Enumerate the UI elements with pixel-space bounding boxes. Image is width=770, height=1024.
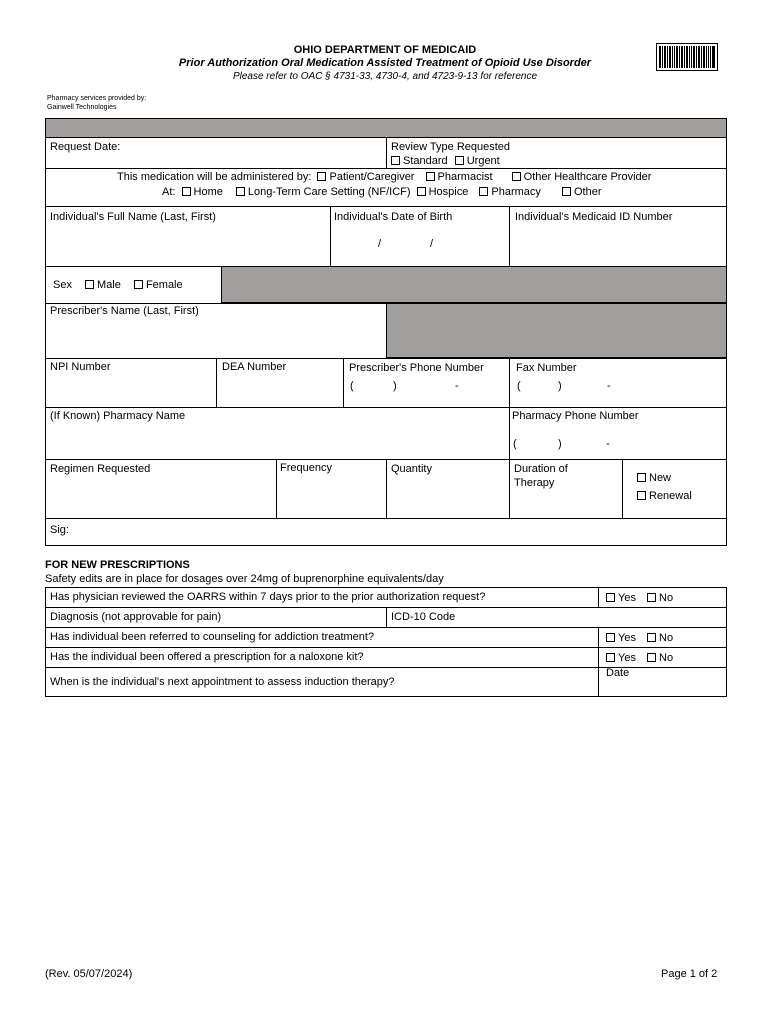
sex-row-shade <box>221 266 727 303</box>
fax-field[interactable] <box>512 376 724 405</box>
fax-label: Fax Number <box>516 362 577 374</box>
naloxone-options: Yes No <box>606 652 673 665</box>
regimen-label: Regimen Requested <box>50 463 151 475</box>
urgent-checkbox[interactable] <box>455 156 464 165</box>
npi-field[interactable] <box>47 376 213 405</box>
medicaid-id-field[interactable] <box>512 226 724 264</box>
location-row: At: Home Long-Term Care Setting (NF/ICF) Hospice Pharmacy Other <box>162 186 602 198</box>
prescriber-name-field[interactable] <box>47 320 383 356</box>
other-location-checkbox[interactable] <box>562 187 571 196</box>
revision-date: (Rev. 05/07/2024) <box>45 968 133 980</box>
prescriber-phone-dash: - <box>455 380 459 392</box>
form-top-bar <box>45 118 727 138</box>
counseling-question: Has individual been referred to counseling for addiction treatment? <box>50 631 375 643</box>
icd10-field[interactable] <box>460 609 724 626</box>
new-rx-heading: FOR NEW PRESCRIPTIONS <box>45 559 190 571</box>
medicaid-id-label: Individual's Medicaid ID Number <box>515 211 673 223</box>
hospice-checkbox[interactable] <box>417 187 426 196</box>
npi-label: NPI Number <box>50 361 111 373</box>
new-checkbox[interactable] <box>637 473 646 482</box>
sex-row: Sex Male Female <box>53 279 183 291</box>
counseling-options: Yes No <box>606 632 673 645</box>
appointment-date-field[interactable] <box>600 681 724 695</box>
pharmacy-name-label: (If Known) Pharmacy Name <box>50 410 186 422</box>
prescriber-row-shade <box>386 303 727 358</box>
request-date-label: Request Date: <box>50 141 121 153</box>
standard-checkbox[interactable] <box>391 156 400 165</box>
dob-label: Individual's Date of Birth <box>334 211 453 223</box>
pharmacist-checkbox[interactable] <box>426 172 435 181</box>
naloxone-question: Has the individual been offered a prescription for a naloxone kit? <box>50 651 364 663</box>
quantity-field[interactable] <box>388 478 506 516</box>
home-checkbox[interactable] <box>182 187 191 196</box>
prescriber-phone-field[interactable] <box>346 376 506 405</box>
counseling-no-checkbox[interactable] <box>647 633 656 642</box>
provider-note: Pharmacy services provided by: Gainwell Technologies <box>47 95 147 111</box>
counseling-yes-checkbox[interactable] <box>606 633 615 642</box>
page-number: Page 1 of 2 <box>661 968 718 980</box>
barcode-icon <box>656 43 718 71</box>
reference-note: Please refer to OAC § 4731-33, 4730-4, and 4723-9-13 for reference <box>232 71 538 82</box>
dea-field[interactable] <box>219 376 340 405</box>
dob-field[interactable] <box>333 226 506 264</box>
quantity-label: Quantity <box>391 463 432 475</box>
pharmacy-checkbox[interactable] <box>479 187 488 196</box>
naloxone-no-checkbox[interactable] <box>647 653 656 662</box>
prescriber-phone-close-paren: ) <box>393 380 397 392</box>
pharmacy-phone-field[interactable] <box>512 425 724 457</box>
date-label: Date <box>606 667 630 679</box>
pharmacy-name-field[interactable] <box>47 425 506 457</box>
duration-label: Duration of Therapy <box>514 463 568 489</box>
naloxone-yes-checkbox[interactable] <box>606 653 615 662</box>
oarrs-question: Has physician reviewed the OARRS within 7 days prior to the prior authorization request? <box>50 591 486 603</box>
appointment-question: When is the individual's next appointment to assess induction therapy? <box>50 676 395 688</box>
administered-by-row: This medication will be administered by: Patient/Caregiver Pharmacist Other Healthcare Provider <box>117 171 652 183</box>
sig-field[interactable] <box>75 520 723 544</box>
patient-caregiver-checkbox[interactable] <box>317 172 326 181</box>
pharmacy-phone-close-paren: ) <box>558 438 562 450</box>
dob-separator-1: / <box>378 238 382 250</box>
sig-label: Sig: <box>50 524 69 536</box>
prescriber-phone-label: Prescriber's Phone Number <box>349 362 484 374</box>
frequency-field[interactable] <box>278 477 384 516</box>
form-title: OHIO DEPARTMENT OF MEDICAID <box>293 44 477 56</box>
oarrs-no-checkbox[interactable] <box>647 593 656 602</box>
full-name-label: Individual's Full Name (Last, First) <box>50 211 216 223</box>
icd10-label: ICD-10 Code <box>391 611 456 623</box>
frequency-label: Frequency <box>280 462 332 474</box>
ltc-checkbox[interactable] <box>236 187 245 196</box>
other-healthcare-checkbox[interactable] <box>512 172 521 181</box>
female-checkbox[interactable] <box>134 280 143 289</box>
form-header <box>0 44 770 82</box>
safety-edits-note: Safety edits are in place for dosages over 24mg of buprenorphine equivalents/day <box>45 573 444 585</box>
oarrs-yes-checkbox[interactable] <box>606 593 615 602</box>
dea-label: DEA Number <box>222 361 287 373</box>
pharmacy-phone-dash: - <box>606 438 610 450</box>
new-option: New <box>637 472 671 485</box>
fax-open-paren: ( <box>517 380 521 392</box>
request-date-field[interactable] <box>140 140 380 166</box>
renewal-option: Renewal <box>637 490 692 503</box>
fax-close-paren: ) <box>558 380 562 392</box>
form-subtitle: Prior Authorization Oral Medication Assisted Treatment of Opioid Use Disorder <box>178 57 592 69</box>
male-checkbox[interactable] <box>85 280 94 289</box>
renewal-checkbox[interactable] <box>637 491 646 500</box>
oarrs-options: Yes No <box>606 592 673 605</box>
fax-dash: - <box>607 380 611 392</box>
pharmacy-phone-label: Pharmacy Phone Number <box>512 410 639 422</box>
dob-separator-2: / <box>430 238 434 250</box>
prescriber-phone-open-paren: ( <box>350 380 354 392</box>
prescriber-name-label: Prescriber's Name (Last, First) <box>50 305 199 317</box>
diagnosis-label: Diagnosis (not approvable for pain) <box>50 611 222 623</box>
review-type-label: Review Type Requested <box>391 141 511 153</box>
review-type-options: Standard Urgent <box>391 155 500 168</box>
full-name-field[interactable] <box>47 226 327 264</box>
pharmacy-phone-open-paren: ( <box>513 438 517 450</box>
regimen-field[interactable] <box>47 478 273 516</box>
duration-field[interactable] <box>560 478 620 516</box>
